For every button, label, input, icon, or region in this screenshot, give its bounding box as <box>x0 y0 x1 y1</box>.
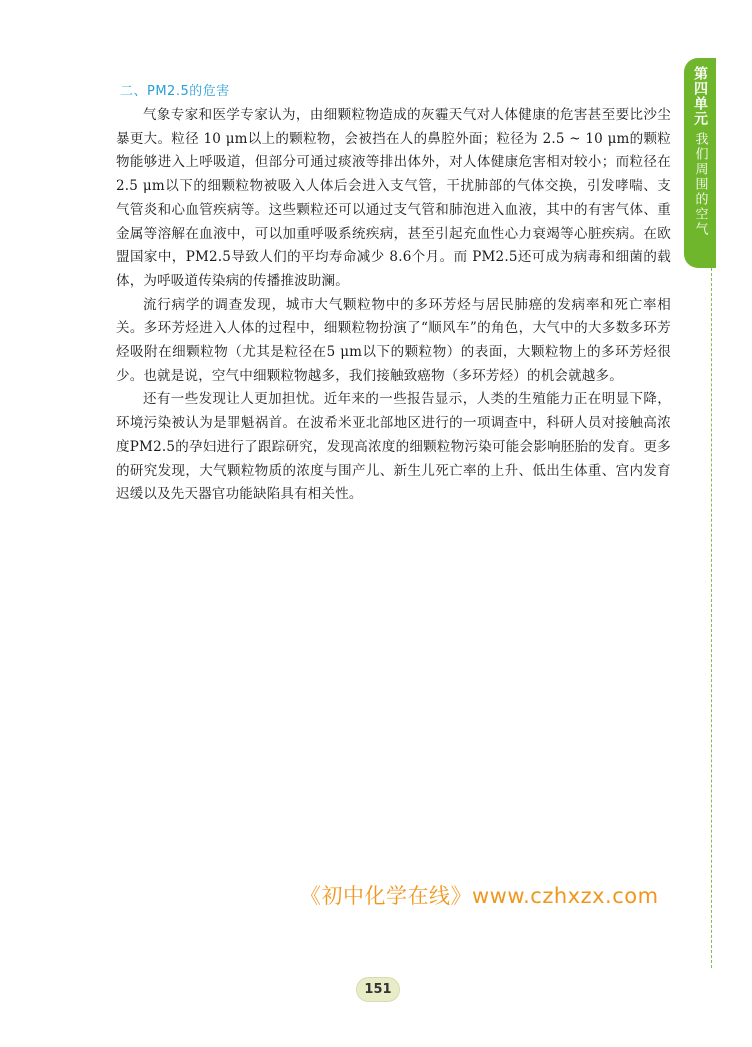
body-text <box>116 104 671 507</box>
page-number-badge <box>356 977 400 1002</box>
site-watermark: 《初中化学在线》www.czhxzx.com <box>300 884 659 908</box>
unit-label: 第四单元 <box>692 66 708 126</box>
page-number: 151 <box>364 982 392 997</box>
side-dashed-rule <box>711 268 712 968</box>
section-heading: 二、PM2.5的危害 <box>120 84 230 99</box>
unit-title: 我们周围的空气 <box>692 132 708 237</box>
paragraph-health-effects: 气象专家和医学专家认为，由细颗粒物造成的灰霾天气对人体健康的危害甚至要比沙尘暴更大。粒径 10 μm以上的颗粒物，会被挡在人的鼻腔外面；粒径为 2.5 ~ 10 μm的颗粒物能够进入上呼吸道，但部分可通过痰液等排出体外，对人体健康危害相对较小；而粒径在 2.5 μm以下的细颗粒物被吸入人体后会进入支气管，干扰肺部的气体交换，引发哮喘、支气管炎和心血管疾病等。这些颗粒还可以通过支气管和肺泡进入血液，其中的有害气体、重金属等溶解在血液中，可以加重呼吸系统疾病，甚至引起充血性心力衰竭等心脏疾病。在欧盟国家中，PM2.5导致人们的平均寿命减少 8.6个月。而 PM2.5还可成为病毒和细菌的载体，为呼吸道传染病的传播推波助澜。 <box>116 107 671 289</box>
paragraph-epidemiology: 流行病学的调查发现，城市大气颗粒物中的多环芳烃与居民肺癌的发病率和死亡率相关。多环芳烃进入人体的过程中，细颗粒物扮演了“顺风车”的角色，大气中的大多数多环芳烃吸附在细颗粒物（尤其是粒径在5 μm以下的颗粒物）的表面，大颗粒物上的多环芳烃很少。也就是说，空气中细颗粒物越多，我们接触致癌物（多环芳烃）的机会就越多。 <box>116 296 671 384</box>
unit-side-tab <box>684 58 716 268</box>
paragraph-reproduction: 还有一些发现让人更加担忧。近年来的一些报告显示，人类的生殖能力正在明显下降，环境污染被认为是罪魁祸首。在波希米亚北部地区进行的一项调查中，科研人员对接触高浓度PM2.5的孕妇进行了跟踪研究，发现高浓度的细颗粒物污染可能会影响胚胎的发育。更多的研究发现，大气颗粒物质的浓度与围产儿、新生儿死亡率的上升、低出生体重、宫内发育迟缓以及先天器官功能缺陷具有相关性。 <box>116 391 671 503</box>
